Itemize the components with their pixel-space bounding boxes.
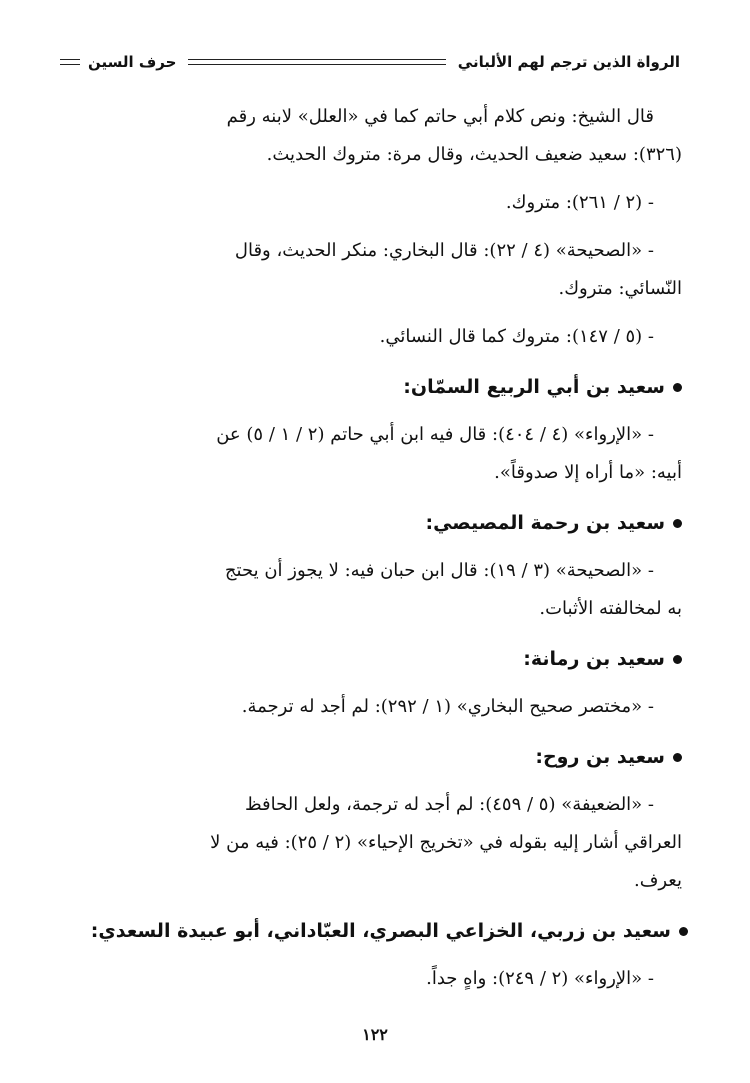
entry-line: - «الإرواء» (٢ / ٢٤٩): واهٍ جداً. xyxy=(426,968,654,989)
bullet-icon xyxy=(673,655,682,664)
header-dash xyxy=(60,59,80,65)
intro-line: (٣٢٦): سعيد ضعيف الحديث، وقال مرة: متروك الحديث. xyxy=(266,144,682,165)
entry-line: أبيه: «ما أراه إلا صدوقاً». xyxy=(494,462,682,483)
intro-item: - (٢ / ٢٦١): متروك. xyxy=(505,192,654,213)
page-content xyxy=(62,98,682,998)
running-header xyxy=(60,48,680,76)
bullet-icon xyxy=(673,383,682,392)
bullet-icon xyxy=(673,753,682,762)
intro-line: قال الشيخ: ونص كلام أبي حاتم كما في «العلل» لابنه رقم xyxy=(226,106,654,127)
entry-line: العراقي أشار إليه بقوله في «تخريج الإحياء» (٢ / ٢٥): فيه من لا xyxy=(210,832,682,853)
entry-line: - «الصحيحة» (٣ / ١٩): قال ابن حبان فيه: لا يجوز أن يحتج xyxy=(224,560,654,581)
entry-heading xyxy=(62,368,682,406)
bullet-icon xyxy=(679,927,688,936)
entry-heading-text: سعيد بن روح: xyxy=(535,746,665,768)
entry-heading-text: سعيد بن زربي، الخزاعي البصري، العبّاداني، أبو عبيدة السعدي: xyxy=(90,920,671,942)
entry-heading xyxy=(62,912,688,950)
header-title: الرواة الذين ترجم لهم الألباني xyxy=(457,53,680,71)
entry-line: - «الإرواء» (٤ / ٤٠٤): قال فيه ابن أبي حاتم (٢ / ١ / ٥) عن xyxy=(216,424,654,445)
entry-heading-text: سعيد بن أبي الربيع السمّان: xyxy=(403,376,665,398)
page-number: ١٢٢ xyxy=(362,1025,388,1044)
intro-item: - «الصحيحة» (٤ / ٢٢): قال البخاري: منكر الحديث، وقال xyxy=(234,240,654,261)
header-rule xyxy=(188,59,445,65)
entry-heading-text: سعيد بن رمانة: xyxy=(523,648,665,670)
intro-item: - (٥ / ١٤٧): متروك كما قال النسائي. xyxy=(379,326,654,347)
entry-line: به لمخالفته الأثبات. xyxy=(539,598,682,619)
entry-heading xyxy=(62,504,682,542)
entry-heading xyxy=(62,640,682,678)
entry-heading xyxy=(62,738,682,776)
entry-line: - «الضعيفة» (٥ / ٤٥٩): لم أجد له ترجمة، ولعل الحافظ xyxy=(244,794,654,815)
entry-line: يعرف. xyxy=(633,870,682,891)
entry-heading-text: سعيد بن رحمة المصيصي: xyxy=(425,512,665,534)
entry-line: - «مختصر صحيح البخاري» (١ / ٢٩٢): لم أجد له ترجمة. xyxy=(241,696,654,717)
header-section: حرف السين xyxy=(88,53,177,71)
intro-item: النّسائي: متروك. xyxy=(558,278,682,299)
bullet-icon xyxy=(673,519,682,528)
